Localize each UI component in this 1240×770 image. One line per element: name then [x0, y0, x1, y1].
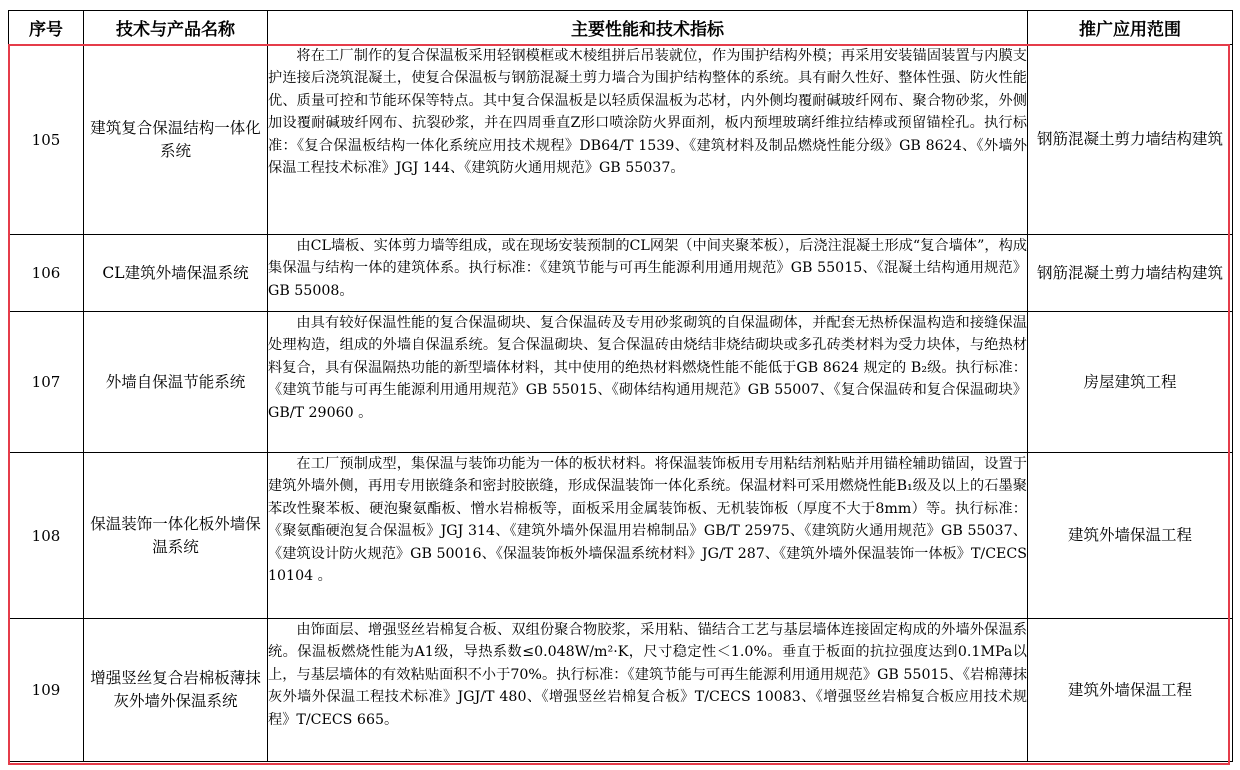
row-desc-text: 将在工厂制作的复合保温板采用轻钢模框或木棱组拼后吊装就位，作为围护结构外模；再采用安装锚固装置与内膜支护连接后浇筑混凝土，使复合保温板与钢筋混凝土剪力墙合为围护结构整体的系统。具有耐久性好、整体性强、防火性能优、质量可控和节能环保等特点。其中复合保温板是以轻质保温板为芯材，内外侧均覆耐碱玻纤网布、聚合物砂浆，外侧加设覆耐碱玻纤网布、抗裂砂浆，并在四周垂直Z形口喷涂防火界面剂，板内预埋玻璃纤维拉结棒或预留锚栓孔。执行标准：《复合保温板结构一体化系统应用技术规程》DB64/T 1539、《建筑材料及制品燃烧性能分级》GB 8624、《外墙外保温工程技术标准》JGJ 144、《建筑防火通用规范》GB 55037。 — [268, 48, 1027, 177]
table-row — [9, 312, 1233, 453]
table-row — [9, 235, 1233, 312]
row-desc — [268, 235, 1028, 312]
row-desc-text: 由具有较好保温性能的复合保温砌块、复合保温砖及专用砂浆砌筑的自保温砌体，并配套无热桥保温构造和接缝保温处理构造，组成的外墙自保温系统。复合保温砌块、复合保温砖由烧结非烧结砌块或多孔砖类材料为受力块体，与绝热材料复合，具有保温隔热功能的新型墙体材料，其中使用的绝热材料燃烧性能不能低于GB 8624 规定的 B₂级。执行标准：《建筑节能与可再生能源利用通用规范》GB 55015、《砌体结构通用规范》GB 55007、《复合保温砖和复合保温砌块》GB/T 29060 。 — [268, 315, 1027, 421]
row-name: CL建筑外墙保温系统 — [84, 235, 268, 312]
header-desc: 主要性能和技术指标 — [268, 11, 1028, 45]
row-scope: 钢筋混凝土剪力墙结构建筑 — [1028, 235, 1233, 312]
table-row — [9, 453, 1233, 619]
row-scope: 钢筋混凝土剪力墙结构建筑 — [1028, 45, 1233, 235]
row-scope: 房屋建筑工程 — [1028, 312, 1233, 453]
row-desc — [268, 453, 1028, 619]
row-no: 108 — [9, 453, 84, 619]
row-no: 109 — [9, 619, 84, 762]
header-no: 序号 — [9, 11, 84, 45]
row-scope: 建筑外墙保温工程 — [1028, 453, 1233, 619]
row-name: 外墙自保温节能系统 — [84, 312, 268, 453]
table-row — [9, 619, 1233, 762]
row-no: 105 — [9, 45, 84, 235]
table-header-row — [9, 11, 1233, 45]
row-name: 建筑复合保温结构一体化系统 — [84, 45, 268, 235]
row-desc-text: 由饰面层、增强竖丝岩棉复合板、双组份聚合物胶浆，采用粘、锚结合工艺与基层墙体连接固定构成的外墙外保温系统。保温板燃烧性能为A1级，导热系数≤0.048W/m²·K，尺寸稳定性＜1.0%。垂直于板面的抗拉强度达到0.1MPa以上，与基层墙体的有效粘贴面积不小于70%。执行标准：《建筑节能与可再生能源利用通用规范》GB 55015、《岩棉薄抹灰外墙外保温工程技术标准》JGJ/T 480、《增强竖丝岩棉复合板》T/CECS 10083、《增强竖丝岩棉复合板应用技术规程》T/CECS 665。 — [268, 622, 1027, 728]
row-name: 保温装饰一体化板外墙保温系统 — [84, 453, 268, 619]
row-no: 107 — [9, 312, 84, 453]
row-desc — [268, 45, 1028, 235]
row-name: 增强竖丝复合岩棉板薄抹灰外墙外保温系统 — [84, 619, 268, 762]
header-scope: 推广应用范围 — [1028, 11, 1233, 45]
table-row — [9, 45, 1233, 235]
header-name: 技术与产品名称 — [84, 11, 268, 45]
row-no: 106 — [9, 235, 84, 312]
row-desc — [268, 312, 1028, 453]
row-desc-text: 在工厂预制成型，集保温与装饰功能为一体的板状材料。将保温装饰板用专用粘结剂粘贴并用锚栓辅助锚固，设置于建筑外墙外侧，再用专用嵌缝条和密封胶嵌缝，形成保温装饰一体化系统。保温材料可采用燃烧性能B₁级及以上的石墨聚苯改性聚苯板、硬泡聚氨酯板、憎水岩棉板等，面板采用金属装饰板、无机装饰板（厚度不大于8mm）等。执行标准：《聚氨酯硬泡复合保温板》JGJ 314、《建筑外墙外保温用岩棉制品》GB/T 25975、《建筑防火通用规范》GB 55037、《建筑设计防火规范》GB 50016、《保温装饰板外墙保温系统材料》JG/T 287、《建筑外墙外保温装饰一体板》T/CECS 10104 。 — [268, 456, 1027, 585]
row-desc-text: 由CL墙板、实体剪力墙等组成，或在现场安装预制的CL网架（中间夹聚苯板），后浇注混凝土形成“复合墙体”，构成集保温与结构一体的建筑体系。执行标准：《建筑节能与可再生能源利用通用规范》GB 55015、《混凝土结构通用规范》GB 55008。 — [268, 238, 1027, 299]
row-desc — [268, 619, 1028, 762]
row-scope: 建筑外墙保温工程 — [1028, 619, 1233, 762]
technology-table — [8, 10, 1233, 762]
